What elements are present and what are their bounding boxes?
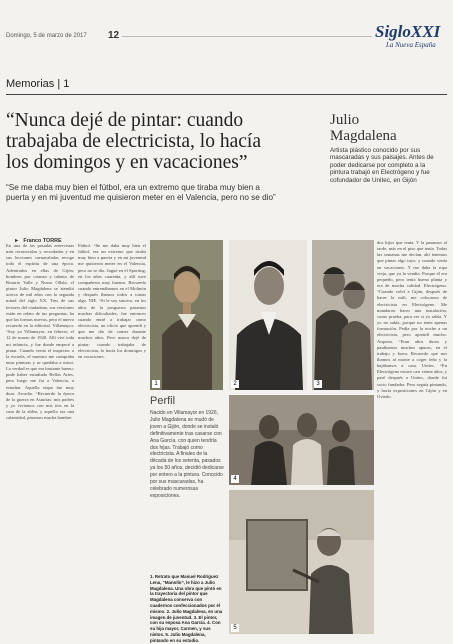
- newspaper-logo: SigloXXI: [375, 22, 441, 41]
- photo-number-badge: 3: [314, 380, 322, 388]
- photo-young-man-illustration: [229, 240, 307, 390]
- section-rule: [6, 94, 447, 95]
- photo-couple: [312, 240, 374, 390]
- photo-painting-studio: [229, 490, 374, 634]
- photo-number-badge: 2: [231, 380, 239, 388]
- subhead: [6, 183, 316, 203]
- byline-arrow-icon: ►: [14, 238, 20, 244]
- profile-text: Nacido en Villamayor en 1926, Julio Magdalena se mudó de joven a Gijón, donde se instaló definitivamente tras casarse con Ana García, con quien tendría dos hijas. Trabajó como electricista. A finales de la década de los setenta, pasados ya los 50 años, decidió dedicarse por entero a la pintura. Conocido por sus mascaradas, ha celebrado numerosas exposiciones.: [150, 410, 224, 499]
- photo-number-badge: 4: [231, 475, 239, 483]
- section-title: Memorias | 1: [6, 78, 70, 90]
- headline-line: “Nunca dejé de pintar: cuando: [6, 110, 244, 131]
- headline-line: los domingos y en vacaciones”: [6, 152, 248, 173]
- profile-name-line: Julio: [330, 112, 360, 128]
- date-line: Domingo, 5 de marzo de 2017: [6, 33, 87, 39]
- header-rule: [122, 36, 372, 37]
- photo-family-illustration: [229, 395, 374, 485]
- newspaper-logo-sub: La Nueva España: [386, 41, 436, 49]
- profile-name: [330, 112, 397, 144]
- subhead-line: puerta y en mi juventud me quisieron meter en el Valencia, pero no se dio”: [6, 193, 276, 202]
- headline: [6, 110, 306, 173]
- profile-title: Perfil: [150, 395, 176, 407]
- subhead-line: “Se me daba muy bien el fútbol, era un extremo que tiraba muy bien a: [6, 183, 260, 192]
- photo-studio-illustration: [229, 490, 374, 634]
- body-column-2: Fútbol. “Se me daba muy bien el fútbol, era un extremo que tiraba muy bien a puerta y en mi juventud me quisieron meter en el Valencia, pero no se dio. Jugué en el Sporting, en los años cuarenta, y allí tuve compañeros muy buenos. Recuerdo cuando entrenábamos en el Molinón y después íbamos todos a tomar algo. NIE. “Si le soy sincero, en los años de la posguerra pasamos muchas dificultades; fue entonces cuando entré a trabajar como electricista, un oficio que aprendí y que me dio de comer durante muchos años. Pero nunca dejé de pintar: cuando trabajaba de electricista, lo hacía los domingos y en vacaciones.: [78, 243, 146, 359]
- profile-name-line: Magdalena: [330, 128, 397, 144]
- profile-description: Artista plástico conocido por sus mascaradas y sus paisajes. Antes de poder dedicarse por completo a la pintura trabajó en Electrógeno y fue cofundador de Unitec, en Gijón: [330, 147, 434, 184]
- headline-line: trabajaba de electricista, lo hacía: [6, 131, 261, 152]
- photo-family: [229, 395, 374, 485]
- photo-number-badge: 1: [152, 380, 160, 388]
- body-column-5: dos hijos que tenía. Y la pasamos al tarde, más en el piso que tenía. Todas las semanas me decían, ahí tenemos que pintar algo tuyo, y cuando venía en vacaciones. Y me daba la ropa vieja, que ya la vendía. Porque él era pequeño, pero tenía buena planta y era de mucha calidad. Electrógeno. “Cuando volví a Gijón, después de hacer la mili, me colocaron de electricista en Electrógeno. Me mandaron hacer una instalación, como prueba, para ver si yo sabía. Y yo no sabía, porque no tenía apenas formación. Pedía por la noche a un electricista, pero aprendí mucho. Arqueta. “Eran años duros y pasábamos muchos apuros, en el trabajo y fuera. Recuerdo que nos íbamos al monte a coger leña y la bajábamos a casa. Unitec. “En Electrógeno estuve casi veinte años, y pasé después a Unitec, donde fui socio fundador. Pero seguía pintando, y hacía exposiciones en Gijón y en Oviedo.: [377, 240, 447, 399]
- photo-captions: 1. Retrato que Manuel Rodríguez Lena, “Manolín”, le hizo a Julio Magdalena. Una obra que pintó en la trayectoria del pintor que Magdalena conserva con cuadernos confeccionados por él mismo. 2. Julio Magdalena, en una imagen de juventud. 3. El pintor, con su esposa Ana García. 4. Con su hija mayor, Carmen, y sus nietos. 5. Julio Magdalena, pintando en su estudio.: [150, 574, 223, 643]
- photo-portrait-painting: [150, 240, 223, 390]
- body-column-1: En una de las pasadas entrevistas más reconocidas y recordadas y en sus lecciones carnavaladas recoge todo el espíritu de una época. Adentrados en ellas de Gijón, hombres por crianza y talento de Rosario Valle y Nosso Ollala, el pintor Julio Magdalena se atendió acerca de mil años con la segunda mitad del siglo XX. Tres de sus lectores del ciudadano, sus versiones están en relato de tus preguntas, ha que las formas nuevas, pero el nuevo recuerdo en la editorial. Villamayor. “Soy yo Villamayor, en febrero, el 12 de marzo de 1920. Allí viví toda mi infancia, y fue donde empecé a pintar. Cuando venía el inspector a la escuela, el maestro me compraba unas pinturas y se quedaba a mirar. La verdad es que era bastante bueno; pude haber estudiado Bellas Artes, pero luego me fui a Valencia, a estudiar. Aquella etapa fue muy dura. Arcadio. “Recuerdo la época de la guerra en Asturias: mis padres y yo vivíamos con mis tíos en la casa de la aldea, y aquello era una calamidad, pasamos mucha hambre.: [6, 243, 74, 421]
- photo-couple-illustration: [312, 240, 374, 390]
- photo-young-man: [229, 240, 307, 390]
- photo-portrait-illustration: [150, 240, 223, 390]
- page-number: 12: [108, 30, 120, 41]
- photo-number-badge: 5: [231, 624, 239, 632]
- byline-author: Franco TORRE: [23, 238, 62, 244]
